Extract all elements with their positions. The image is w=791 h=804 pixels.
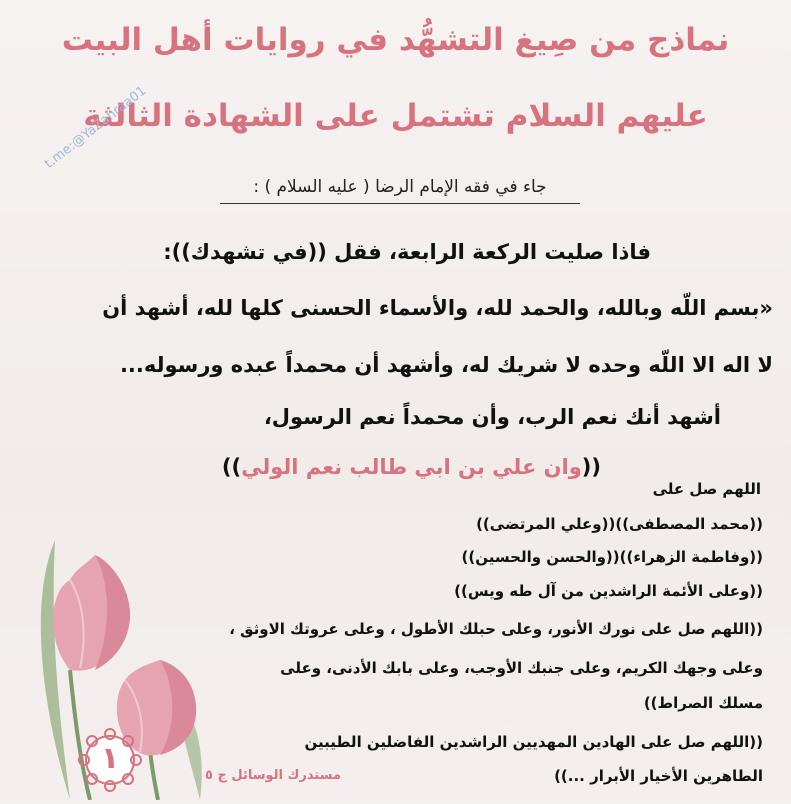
main-line-1: فاذا صليت الركعة الرابعة، فقل ((في تشهدك)): [163, 240, 651, 264]
highlight-line [222, 455, 601, 479]
main-line-4: أشهد أنك نعم الرب، وأن محمداً نعم الرسول، [263, 405, 721, 429]
source-citation: جاء في فقه الإمام الرضا ( عليه السلام ) : [220, 177, 580, 204]
small-line-7: مسلك الصراط)) [643, 694, 763, 712]
small-line-2: ((محمد المصطفى))((وعلي المرتضى)) [476, 515, 763, 533]
small-line-3: ((وفاطمة الزهراء))((والحسن والحسين)) [461, 548, 763, 566]
small-line-5: ((اللهم صل على نورك الأنور، وعلى حبلك الأطول ، وعلى عروتك الاوثق ، [229, 620, 763, 638]
small-line-6: وعلى وجهك الكريم، وعلى جنبك الأوجب، وعلى بابك الأدنى، وعلى [280, 659, 763, 677]
reference-note: مستدرك الوسائل ج ٥ [205, 768, 342, 783]
watermark: t.me:@YaZahraa01 [42, 83, 150, 172]
small-line-9: الطاهرين الأخيار الأبرار ...)) [554, 767, 763, 785]
main-line-2: «بسم اللّه وبالله، والحمد لله، والأسماء الحسنى كلها لله، أشهد أن [102, 296, 773, 320]
page-number: ١ [100, 741, 120, 776]
page-number-badge [78, 728, 142, 792]
small-line-8: ((اللهم صل على الهادين المهديين الراشدين الفاضلين الطيبين [304, 733, 763, 751]
small-line-4: ((وعلى الأئمة الراشدين من آل طه ويس)) [454, 582, 763, 600]
small-line-1: اللهم صل على [652, 480, 761, 498]
main-line-3: لا اله الا اللّه وحده لا شريك له، وأشهد أن محمداً عبده ورسوله... [119, 353, 773, 377]
highlight-close: )) [221, 455, 242, 479]
title-line-2: عليهم السلام تشتمل على الشهادة الثالثة [83, 98, 708, 134]
title-line-1: نماذج من صِيغ التشهُّد في روايات أهل البيت [61, 22, 730, 58]
highlight-text: وان علي بن ابي طالب نعم الولي [241, 455, 582, 479]
highlight-open: (( [581, 455, 601, 479]
